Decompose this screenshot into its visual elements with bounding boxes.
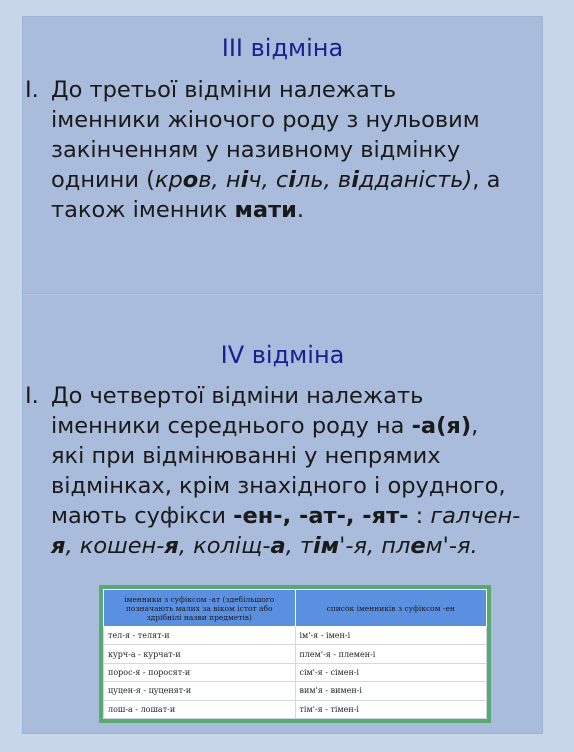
table-cell: сім'-я - сімен-і — [295, 663, 487, 681]
text: ль, в — [295, 167, 352, 193]
text-line: однини ( — [51, 167, 155, 193]
text-line: іменники жіночого роду з нульовим — [51, 107, 480, 133]
text: , — [471, 413, 479, 439]
table-row — [104, 663, 487, 681]
text: , а — [472, 167, 501, 193]
bold-suffixes: -ен-, -ат-, -ят- — [233, 503, 409, 529]
table-cell: тім'-я - тімен-і — [295, 700, 487, 718]
text: дданість) — [358, 167, 473, 193]
rule-text — [51, 381, 538, 561]
table-header-cell: іменники з суфіксом -ат (здебільшого позначають малих за віком істот або здрібнілі назви предметів) — [104, 590, 296, 627]
table-header-cell: список іменників з суфіксом -ен — [295, 590, 487, 627]
example: галчен- — [430, 503, 521, 529]
table-cell: плем'-я - племен-і — [295, 645, 487, 663]
slide-third-declension — [22, 16, 543, 294]
slide-title: IV відміна — [220, 341, 345, 369]
text-line: іменники середнього роду на — [51, 413, 412, 439]
text: , т — [285, 533, 314, 559]
table-cell: вим'я - вимен-і — [295, 682, 487, 700]
nouns-table — [103, 589, 487, 719]
list-number: I. — [25, 383, 39, 409]
table-row — [104, 645, 487, 663]
stress: о — [182, 167, 199, 193]
table-row — [104, 682, 487, 700]
table-row — [104, 627, 487, 645]
text-line: закінченням у називному відмінку — [51, 137, 461, 163]
stress: і — [240, 167, 249, 193]
bold-suffix: -а(я) — [411, 413, 472, 439]
stress: е — [410, 533, 426, 559]
text-line: які при відмінюванні у непрямих — [51, 443, 441, 469]
bold-word: мати — [234, 197, 297, 223]
table-cell: ім'-я - імен-і — [295, 627, 487, 645]
slide-title: III відміна — [221, 34, 344, 62]
examples — [155, 167, 472, 193]
examples — [51, 533, 478, 559]
text: , кошен- — [65, 533, 165, 559]
rule-paragraph — [25, 381, 538, 561]
text: : — [408, 503, 431, 529]
text: н — [225, 167, 241, 193]
rule-text — [51, 75, 538, 225]
stress: і — [351, 167, 359, 193]
table-cell: цуцен-я - цуценят-и — [104, 682, 296, 700]
text-line: До четвертої відміни належать — [51, 383, 424, 409]
text: , коліщ- — [178, 533, 271, 559]
text: м'-я. — [425, 533, 478, 559]
table-cell: лош-а - лошат-и — [104, 700, 296, 718]
stress: а — [270, 533, 286, 559]
text-line: мають суфікси — [51, 503, 234, 529]
text-line: До третьої відміни належать — [51, 77, 397, 103]
list-number: I. — [25, 77, 39, 103]
stress: я — [51, 533, 66, 559]
table-header-row — [104, 590, 487, 627]
text: кр — [154, 167, 183, 193]
stress: ім — [313, 533, 340, 559]
text-line: відмінках, крім знахідного і орудного, — [51, 473, 506, 499]
rule-paragraph — [25, 75, 538, 225]
text: в, — [198, 167, 226, 193]
stress: і — [288, 167, 296, 193]
text: ч, с — [248, 167, 289, 193]
table-cell: порос-я - поросят-и — [104, 663, 296, 681]
table-cell: курч-а - курчат-и — [104, 645, 296, 663]
text: . — [296, 197, 305, 223]
slide-fourth-declension — [22, 294, 543, 734]
text-line: також іменник — [51, 197, 235, 223]
text: '-я, пл — [339, 533, 411, 559]
table-cell: тел-я - телят-и — [104, 627, 296, 645]
table-row — [104, 700, 487, 718]
nouns-table-frame — [99, 585, 491, 723]
stress: я — [164, 533, 179, 559]
